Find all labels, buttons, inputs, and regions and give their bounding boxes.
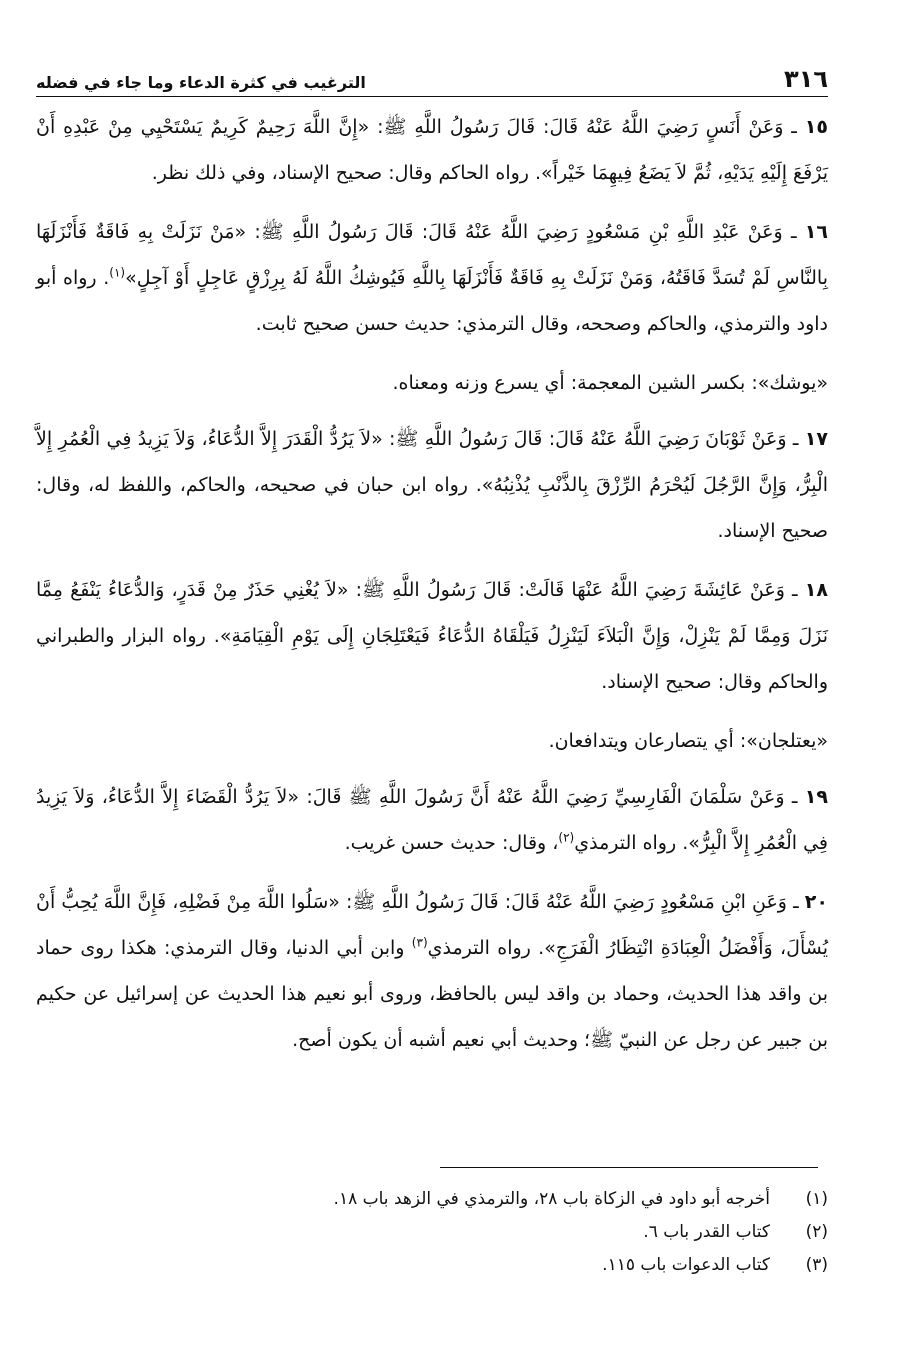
gloss-note [36, 718, 828, 764]
page-number: ٣١٦ [784, 65, 828, 93]
footnote-text: كتاب القدر باب ٦. [643, 1222, 770, 1242]
footnote-text: كتاب الدعوات باب ١١٥. [602, 1255, 770, 1275]
chapter-title: الترغيب في كثرة الدعاء وما جاء في فضله [36, 73, 366, 92]
hadith-17 [36, 416, 828, 554]
hadith-16 [36, 209, 828, 347]
footnote-item [36, 1183, 828, 1216]
hadith-18 [36, 567, 828, 705]
footnote-marker: (٣) [805, 1255, 828, 1275]
hadith-text: ـ وَعَنِ ابْنِ مَسْعُودٍ رَضِيَ اللَّهُ عَنْهُ قَالَ: قَالَ رَسُولُ اللَّهِ ﷺ: «سَلُوا اللَّهَ مِنْ فَضْلِهِ، فَإِنَّ اللَّهَ يُحِبُّ أَنْ يُسْأَلَ، وَأَفْضَلُ الْعِبَادَةِ انْتِظَارُ الْفَرَجِ». رواه الترمذي [36, 891, 829, 959]
gloss-text: «يعتلجان»: أي يتصارعان ويتدافعان. [548, 730, 828, 752]
hadith-19 [36, 774, 828, 866]
footnote-item [36, 1216, 828, 1249]
hadith-20 [36, 879, 828, 1063]
footnote-text: أخرجه أبو داود في الزكاة باب ٢٨، والترمذي في الزهد باب ١٨. [333, 1189, 770, 1209]
footnote-item [36, 1249, 828, 1282]
hadith-text-continued: ، وقال: حديث حسن غريب. [344, 832, 559, 854]
footnote-reference: (١) [109, 265, 126, 280]
gloss-text: «يوشك»: بكسر الشين المعجمة: أي يسرع وزنه ومعناه. [392, 372, 828, 394]
hadith-number: ١٨ [804, 579, 828, 601]
hadith-number: ١٦ [804, 221, 828, 243]
gloss-note [36, 360, 828, 406]
hadith-text: ـ وَعَنْ سَلْمَانَ الْفَارِسِيِّ رَضِيَ اللَّهُ عَنْهُ أَنَّ رَسُولَ اللَّهِ ﷺ قَالَ: «لاَ يَرُدُّ الْقَضَاءَ إِلاَّ الدُّعَاءُ، وَلاَ يَزِيدُ فِي الْعُمُرِ إِلاَّ الْبِرُّ». رواه الترمذي [36, 786, 828, 854]
hadith-number: ٢٠ [804, 891, 828, 913]
main-text [36, 104, 828, 1076]
hadith-15 [36, 104, 828, 196]
footnote-marker: (١) [805, 1189, 828, 1209]
hadith-text: ـ وَعَنْ عَبْدِ اللَّهِ بْنِ مَسْعُودٍ رَضِيَ اللَّهُ عَنْهُ قَالَ: قَالَ رَسُولُ اللَّهِ ﷺ: «مَنْ نَزَلَتْ بِهِ فَاقَةٌ فَأَنْزَلَهَا بِالنَّاسِ لَمْ تُسَدَّ فَاقَتُهُ، وَمَنْ نَزَلَتْ بِهِ فَاقَةٌ فَأَنْزَلَهَا بِاللَّهِ فَيُوشِكُ اللَّهُ لَهُ بِرِزْقٍ عَاجِلٍ أَوْ آجِلٍ» [36, 221, 828, 289]
hadith-number: ١٩ [804, 786, 828, 808]
hadith-text: ـ وَعَنْ ثَوْبَانَ رَضِيَ اللَّهُ عَنْهُ قَالَ: قَالَ رَسُولُ اللَّهِ ﷺ: «لاَ يَرُدُّ الْقَدَرَ إِلاَّ الدُّعَاءُ، وَلاَ يَزِيدُ فِي الْعُمُرِ إِلاَّ الْبِرُّ، وَإِنَّ الرَّجُلَ لَيُحْرَمُ الرِّزْقَ بِالذَّنْبِ يُذْنِبُهُ». رواه ابن حبان في صحيحه، والحاكم، واللفظ له، وقال: صحيح الإسناد. [36, 428, 828, 542]
footnotes [36, 1183, 828, 1282]
footnote-marker: (٢) [805, 1222, 828, 1242]
footnote-reference: (٢) [558, 830, 575, 845]
running-header [36, 62, 828, 97]
hadith-text-continued: . رواه أبو داود والترمذي، والحاكم وصححه، وقال الترمذي: حديث حسن صحيح ثابت. [36, 267, 828, 335]
hadith-text-continued: وابن أبي الدنيا، وقال الترمذي: هكذا روى حماد بن واقد هذا الحديث، وحماد بن واقد ليس بالحافظ، وروى أبو نعيم هذا الحديث عن إسرائيل عن حكيم بن جبير عن رجل عن النبيّ ﷺ؛ وحديث أبي نعيم أشبه أن يكون أصح. [36, 937, 828, 1051]
footnote-divider [440, 1167, 818, 1168]
hadith-text: ـ وَعَنْ أَنَسٍ رَضِيَ اللَّهُ عَنْهُ قَالَ: قَالَ رَسُولُ اللَّهِ ﷺ: «إِنَّ اللَّهَ رَحِيمٌ كَرِيمٌ يَسْتَحْيِي مِنْ عَبْدِهِ أَنْ يَرْفَعَ إِلَيْهِ يَدَيْهِ، ثُمَّ لاَ يَضَعُ فِيهِمَا خَيْراً». رواه الحاكم وقال: صحيح الإسناد، وفي ذلك نظر. [36, 116, 828, 184]
hadith-text: ـ وَعَنْ عَائِشَةَ رَضِيَ اللَّهُ عَنْهَا قَالَتْ: قَالَ رَسُولُ اللَّهِ ﷺ: «لاَ يُغْنِي حَذَرٌ مِنْ قَدَرٍ، وَالدُّعَاءُ يَنْفَعُ مِمَّا نَزَلَ وَمِمَّا لَمْ يَنْزِلْ، وَإِنَّ الْبَلاَءَ لَيَنْزِلُ فَيَلْقَاهُ الدُّعَاءُ فَيَعْتَلِجَانِ إِلَى يَوْمِ الْقِيَامَةِ». رواه البزار والطبراني والحاكم وقال: صحيح الإسناد. [36, 579, 828, 693]
hadith-number: ١٥ [804, 116, 828, 138]
hadith-number: ١٧ [804, 428, 828, 450]
footnote-reference: (٣) [411, 935, 428, 950]
